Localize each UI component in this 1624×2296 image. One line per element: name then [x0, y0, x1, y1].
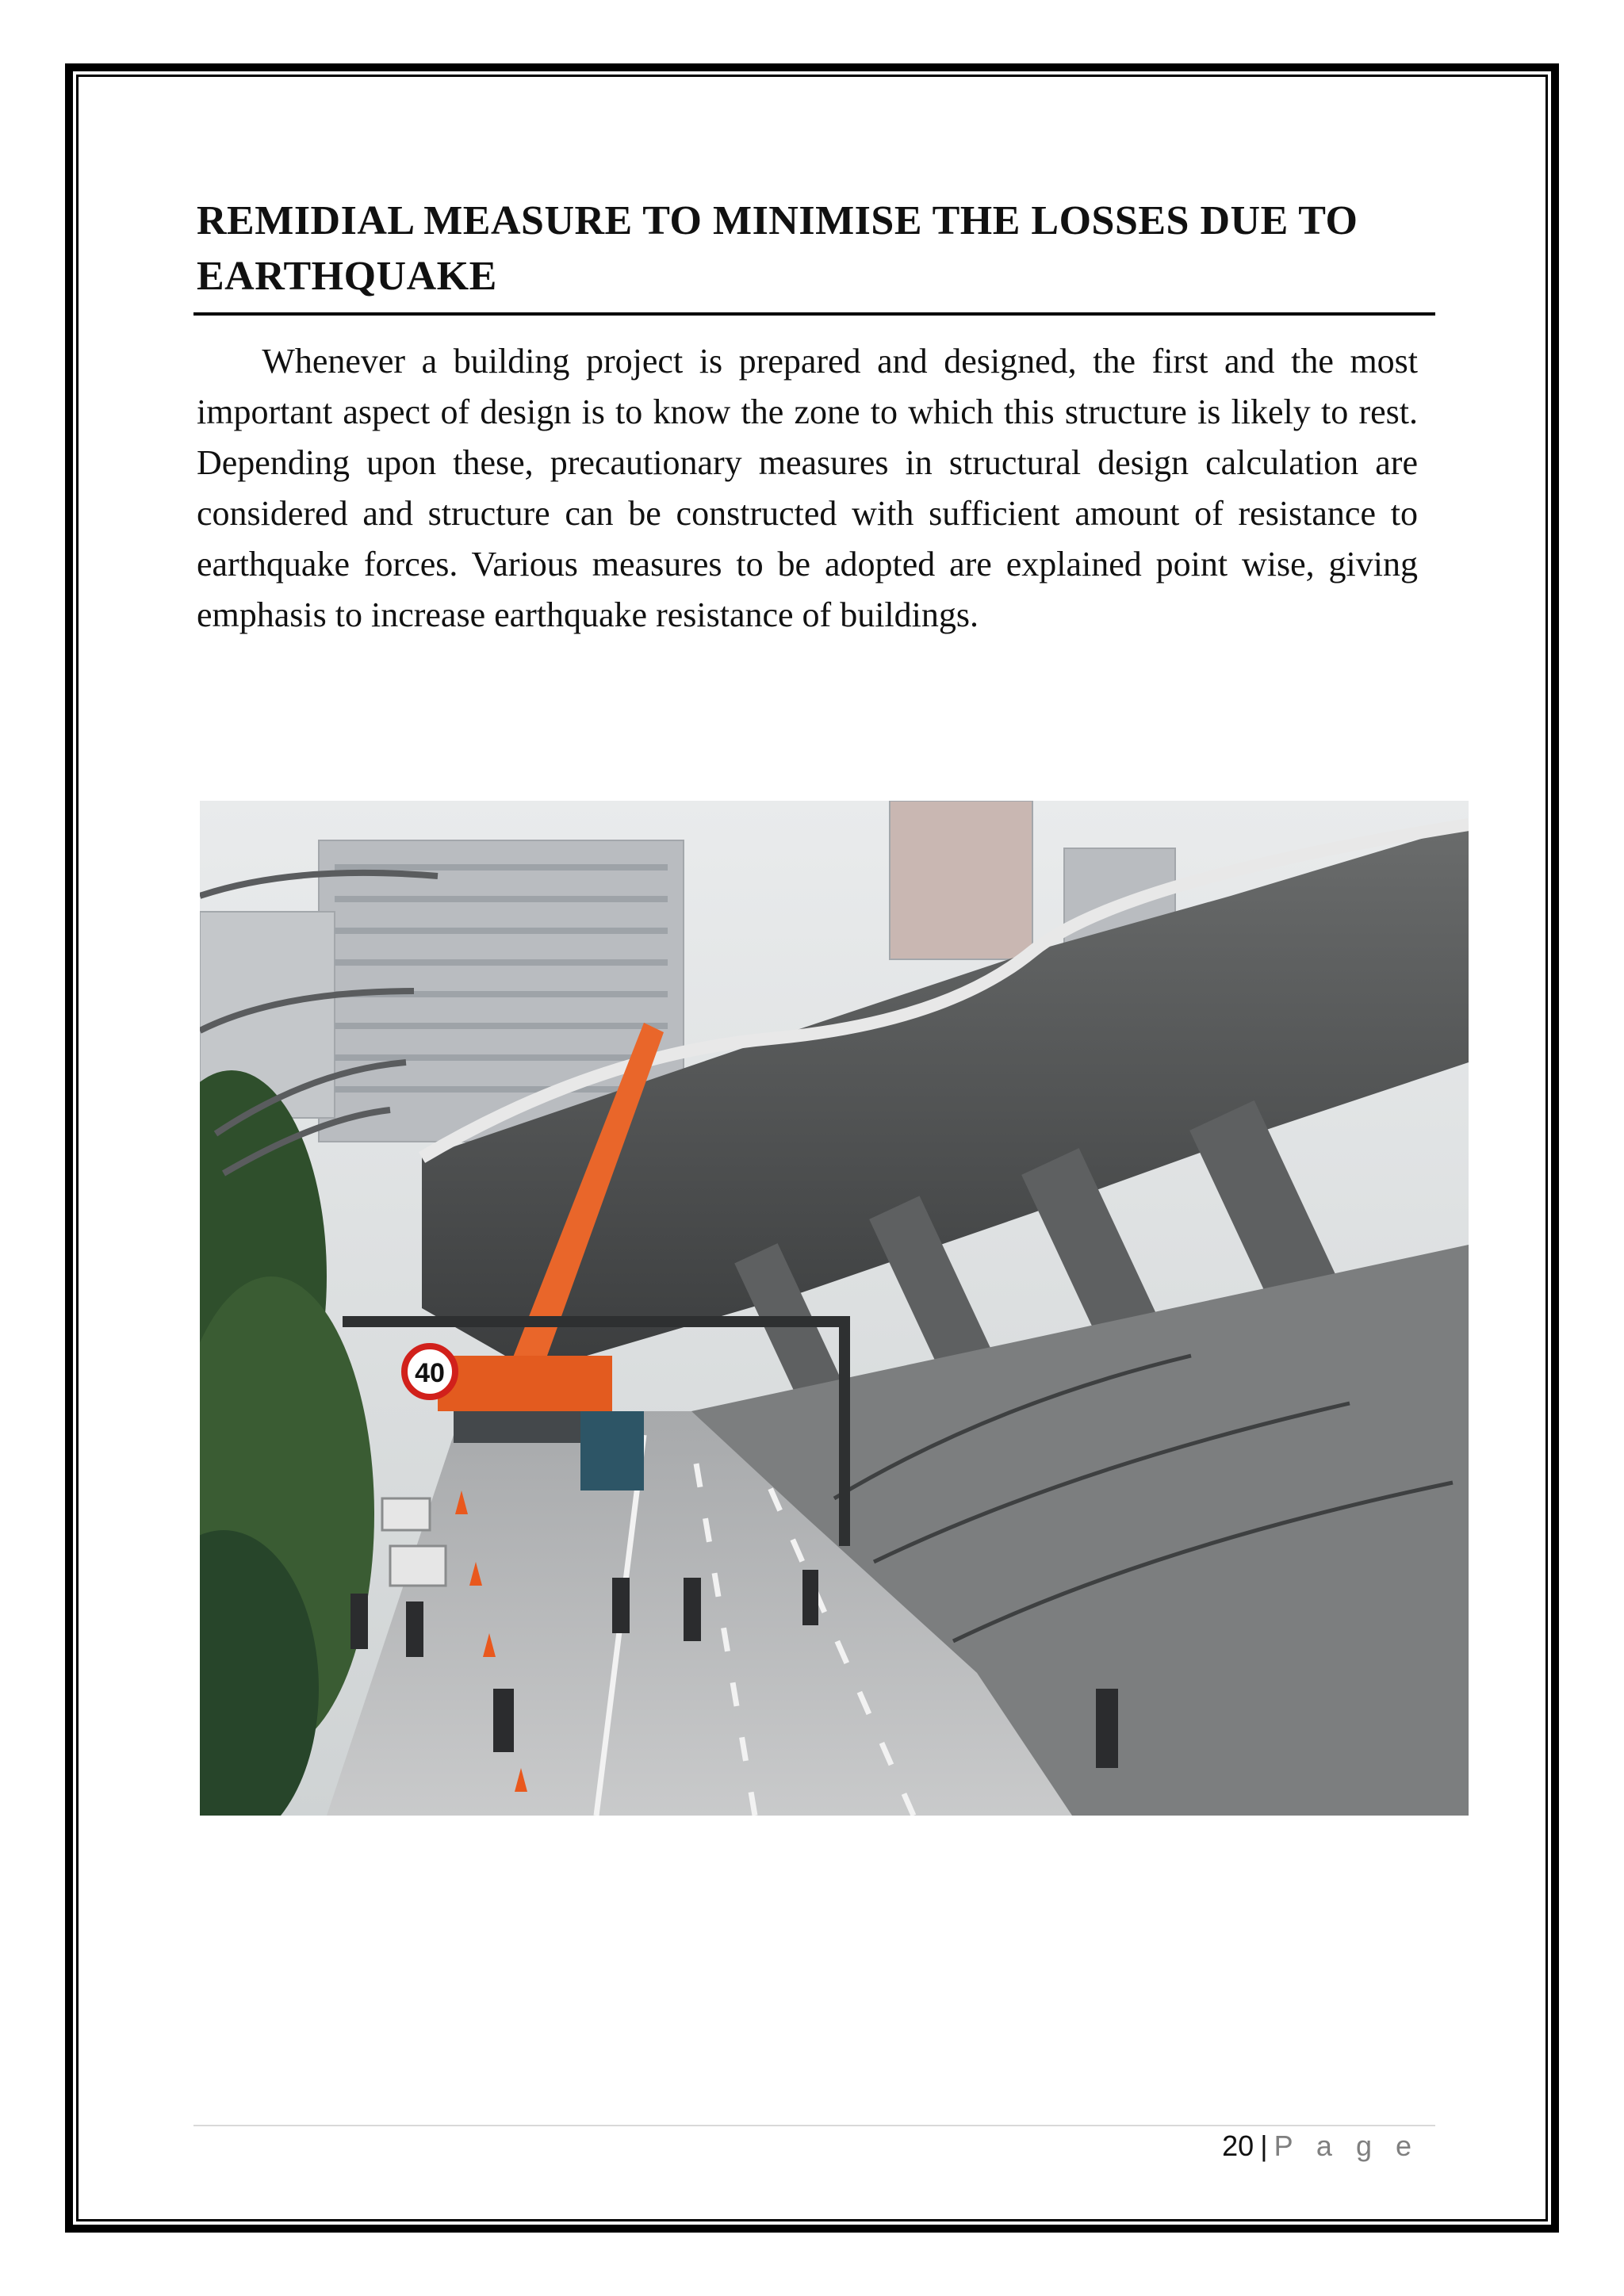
heading-underline — [193, 312, 1435, 316]
truck — [580, 1411, 644, 1490]
page-number: 20 — [1222, 2130, 1254, 2162]
earthquake-collapsed-highway-photo — [200, 801, 1469, 1816]
photo-illustration — [200, 801, 1469, 1816]
body-paragraph — [197, 336, 1418, 641]
page-label: P a g e — [1274, 2130, 1419, 2162]
footer-divider — [193, 2125, 1435, 2126]
body-paragraph-text: Whenever a building project is prepared and designed, the first and the most important aspect of design is to know the zone to which this structure is likely to rest. Depending upon these, precautionary measures in structural design calculation are considered and structure can be constructed with sufficient amount of resistance to earthquake forces. Various measures to be adopted are explained point wise, giving emphasis to increase earthquake resistance of buildings. — [197, 342, 1419, 634]
speed-limit-value: 40 — [415, 1358, 445, 1388]
section-heading: REMIDIAL MEASURE TO MINIMISE THE LOSSES DUE TO EARTHQUAKE — [197, 198, 1358, 299]
page-footer — [1222, 2130, 1419, 2163]
footer-separator: | — [1260, 2130, 1268, 2162]
